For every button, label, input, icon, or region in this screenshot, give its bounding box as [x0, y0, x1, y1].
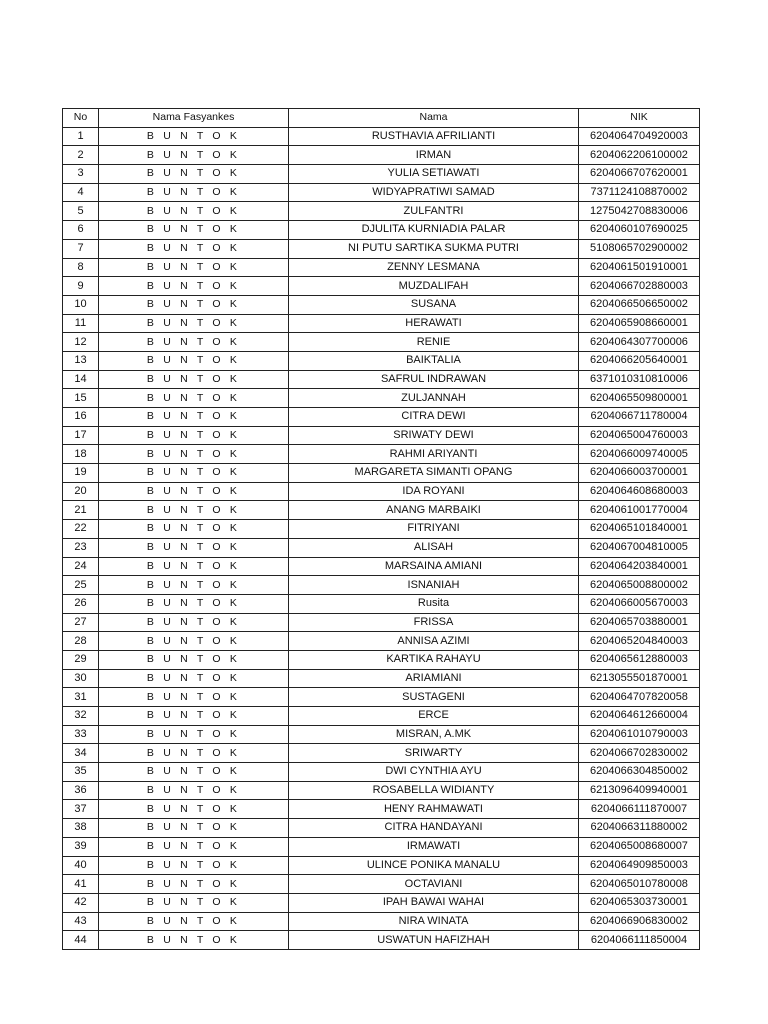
cell-fasyankes: B U N T O K [99, 613, 289, 632]
cell-nama: DJULITA KURNIADIA PALAR [289, 221, 579, 240]
cell-no: 20 [63, 482, 99, 501]
cell-no: 15 [63, 389, 99, 408]
table-row [63, 314, 700, 333]
cell-fasyankes: B U N T O K [99, 893, 289, 912]
table-row [63, 650, 700, 669]
cell-fasyankes: B U N T O K [99, 333, 289, 352]
cell-nama: IDA ROYANI [289, 482, 579, 501]
cell-nama: ISNANIAH [289, 576, 579, 595]
header-nama: Nama [289, 109, 579, 128]
cell-nama: RUSTHAVIA AFRILIANTI [289, 127, 579, 146]
table-row [63, 295, 700, 314]
table-row [63, 370, 700, 389]
cell-no: 27 [63, 613, 99, 632]
cell-nik: 6213055501870001 [579, 669, 700, 688]
cell-no: 9 [63, 277, 99, 296]
cell-nik: 6204065509800001 [579, 389, 700, 408]
cell-fasyankes: B U N T O K [99, 557, 289, 576]
cell-nama: MUZDALIFAH [289, 277, 579, 296]
cell-no: 8 [63, 258, 99, 277]
cell-no: 41 [63, 875, 99, 894]
cell-fasyankes: B U N T O K [99, 875, 289, 894]
cell-nama: ANNISA AZIMI [289, 632, 579, 651]
cell-nama: YULIA SETIAWATI [289, 165, 579, 184]
table-row [63, 482, 700, 501]
table-row [63, 819, 700, 838]
cell-no: 23 [63, 538, 99, 557]
header-no: No [63, 109, 99, 128]
cell-no: 12 [63, 333, 99, 352]
cell-no: 38 [63, 819, 99, 838]
cell-fasyankes: B U N T O K [99, 464, 289, 483]
cell-nik: 6204065303730001 [579, 893, 700, 912]
cell-nama: ALISAH [289, 538, 579, 557]
cell-nik: 6204065008680007 [579, 837, 700, 856]
table-row [63, 333, 700, 352]
cell-no: 29 [63, 650, 99, 669]
table-row [63, 744, 700, 763]
cell-no: 22 [63, 520, 99, 539]
cell-nama: OCTAVIANI [289, 875, 579, 894]
cell-no: 5 [63, 202, 99, 221]
cell-fasyankes: B U N T O K [99, 632, 289, 651]
cell-fasyankes: B U N T O K [99, 744, 289, 763]
table-row [63, 613, 700, 632]
cell-no: 13 [63, 351, 99, 370]
cell-nama: ANANG MARBAIKI [289, 501, 579, 520]
table-row [63, 781, 700, 800]
cell-nik: 6204064307700006 [579, 333, 700, 352]
cell-nik: 6204066009740005 [579, 445, 700, 464]
cell-nik: 6204065101840001 [579, 520, 700, 539]
table-row [63, 725, 700, 744]
cell-fasyankes: B U N T O K [99, 295, 289, 314]
table-row [63, 763, 700, 782]
table-row [63, 127, 700, 146]
cell-fasyankes: B U N T O K [99, 594, 289, 613]
cell-nama: SRIWATY DEWI [289, 426, 579, 445]
table-row [63, 146, 700, 165]
cell-nik: 6204066906830002 [579, 912, 700, 931]
cell-no: 1 [63, 127, 99, 146]
cell-nama: CITRA DEWI [289, 408, 579, 427]
cell-nama: KARTIKA RAHAYU [289, 650, 579, 669]
cell-nama: HERAWATI [289, 314, 579, 333]
cell-fasyankes: B U N T O K [99, 183, 289, 202]
cell-fasyankes: B U N T O K [99, 146, 289, 165]
cell-nik: 6204065908660001 [579, 314, 700, 333]
cell-nik: 6204065010780008 [579, 875, 700, 894]
cell-nik: 6204066506650002 [579, 295, 700, 314]
table-row [63, 669, 700, 688]
cell-nama: IPAH BAWAI WAHAI [289, 893, 579, 912]
cell-nama: ERCE [289, 707, 579, 726]
table-row [63, 632, 700, 651]
cell-fasyankes: B U N T O K [99, 351, 289, 370]
cell-fasyankes: B U N T O K [99, 258, 289, 277]
table-row [63, 408, 700, 427]
cell-nama: SUSTAGENI [289, 688, 579, 707]
cell-nik: 6204061010790003 [579, 725, 700, 744]
table-row [63, 594, 700, 613]
cell-nik: 6204060107690025 [579, 221, 700, 240]
cell-nik: 6213096409940001 [579, 781, 700, 800]
cell-nama: FITRIYANI [289, 520, 579, 539]
cell-no: 10 [63, 295, 99, 314]
cell-nama: ROSABELLA WIDIANTY [289, 781, 579, 800]
cell-fasyankes: B U N T O K [99, 931, 289, 950]
cell-no: 2 [63, 146, 99, 165]
cell-no: 19 [63, 464, 99, 483]
table-row [63, 520, 700, 539]
cell-nama: RENIE [289, 333, 579, 352]
cell-nama: NIRA WINATA [289, 912, 579, 931]
cell-nama: ARIAMIANI [289, 669, 579, 688]
table-row [63, 837, 700, 856]
table-row [63, 426, 700, 445]
cell-nik: 6204065204840003 [579, 632, 700, 651]
cell-no: 34 [63, 744, 99, 763]
table-row [63, 800, 700, 819]
cell-no: 43 [63, 912, 99, 931]
table-row [63, 258, 700, 277]
cell-fasyankes: B U N T O K [99, 725, 289, 744]
cell-nama: ZENNY LESMANA [289, 258, 579, 277]
cell-nik: 6204065612880003 [579, 650, 700, 669]
cell-nik: 6204067004810005 [579, 538, 700, 557]
cell-fasyankes: B U N T O K [99, 781, 289, 800]
cell-nik: 6204061501910001 [579, 258, 700, 277]
cell-no: 35 [63, 763, 99, 782]
cell-no: 44 [63, 931, 99, 950]
cell-fasyankes: B U N T O K [99, 669, 289, 688]
cell-nik: 6204066111870007 [579, 800, 700, 819]
cell-nik: 6204062206100002 [579, 146, 700, 165]
cell-fasyankes: B U N T O K [99, 445, 289, 464]
cell-nik: 6204064704920003 [579, 127, 700, 146]
cell-fasyankes: B U N T O K [99, 520, 289, 539]
table-row [63, 875, 700, 894]
cell-fasyankes: B U N T O K [99, 856, 289, 875]
cell-fasyankes: B U N T O K [99, 127, 289, 146]
cell-nik: 6204066304850002 [579, 763, 700, 782]
table-row [63, 912, 700, 931]
table-row [63, 707, 700, 726]
cell-nama: IRMAN [289, 146, 579, 165]
table-row [63, 893, 700, 912]
cell-nik: 6204066311880002 [579, 819, 700, 838]
table-row [63, 445, 700, 464]
cell-no: 36 [63, 781, 99, 800]
cell-fasyankes: B U N T O K [99, 370, 289, 389]
cell-fasyankes: B U N T O K [99, 239, 289, 258]
cell-nik: 6204064707820058 [579, 688, 700, 707]
cell-nik: 6204066702830002 [579, 744, 700, 763]
cell-fasyankes: B U N T O K [99, 800, 289, 819]
cell-nama: USWATUN HAFIZHAH [289, 931, 579, 950]
cell-nama: RAHMI ARIYANTI [289, 445, 579, 464]
cell-no: 32 [63, 707, 99, 726]
cell-no: 31 [63, 688, 99, 707]
cell-nama: SUSANA [289, 295, 579, 314]
table-row [63, 501, 700, 520]
table-row [63, 576, 700, 595]
cell-fasyankes: B U N T O K [99, 165, 289, 184]
table-row [63, 351, 700, 370]
table-row [63, 538, 700, 557]
table-row [63, 183, 700, 202]
cell-no: 37 [63, 800, 99, 819]
cell-nik: 6204064909850003 [579, 856, 700, 875]
cell-nama: NI PUTU SARTIKA SUKMA PUTRI [289, 239, 579, 258]
cell-nik: 6204061001770004 [579, 501, 700, 520]
cell-nama: Rusita [289, 594, 579, 613]
cell-fasyankes: B U N T O K [99, 277, 289, 296]
cell-no: 17 [63, 426, 99, 445]
table-row [63, 557, 700, 576]
table-row [63, 856, 700, 875]
data-table [62, 108, 700, 950]
header-nik: NIK [579, 109, 700, 128]
cell-no: 11 [63, 314, 99, 333]
cell-nik: 1275042708830006 [579, 202, 700, 221]
table-row [63, 464, 700, 483]
cell-no: 25 [63, 576, 99, 595]
cell-nik: 6204066711780004 [579, 408, 700, 427]
cell-fasyankes: B U N T O K [99, 688, 289, 707]
cell-nama: ULINCE PONIKA MANALU [289, 856, 579, 875]
cell-nik: 6204064612660004 [579, 707, 700, 726]
table-row [63, 202, 700, 221]
cell-nama: FRISSA [289, 613, 579, 632]
document-page [62, 108, 700, 950]
table-row [63, 389, 700, 408]
cell-nik: 6204066702880003 [579, 277, 700, 296]
cell-no: 7 [63, 239, 99, 258]
cell-fasyankes: B U N T O K [99, 408, 289, 427]
table-header-row [63, 109, 700, 128]
cell-fasyankes: B U N T O K [99, 912, 289, 931]
table-row [63, 221, 700, 240]
cell-nik: 6204066205640001 [579, 351, 700, 370]
cell-nik: 5108065702900002 [579, 239, 700, 258]
cell-nama: BAIKTALIA [289, 351, 579, 370]
cell-fasyankes: B U N T O K [99, 314, 289, 333]
cell-nama: MARSAINA AMIANI [289, 557, 579, 576]
cell-fasyankes: B U N T O K [99, 538, 289, 557]
cell-nama: CITRA HANDAYANI [289, 819, 579, 838]
cell-nik: 6204066111850004 [579, 931, 700, 950]
table-body [63, 127, 700, 949]
cell-no: 14 [63, 370, 99, 389]
cell-fasyankes: B U N T O K [99, 426, 289, 445]
cell-nama: ZULFANTRI [289, 202, 579, 221]
cell-fasyankes: B U N T O K [99, 202, 289, 221]
cell-no: 16 [63, 408, 99, 427]
cell-no: 39 [63, 837, 99, 856]
cell-nik: 6204064203840001 [579, 557, 700, 576]
cell-nik: 6204066003700001 [579, 464, 700, 483]
cell-nik: 6371010310810006 [579, 370, 700, 389]
cell-no: 42 [63, 893, 99, 912]
cell-nik: 6204065703880001 [579, 613, 700, 632]
cell-no: 18 [63, 445, 99, 464]
cell-no: 33 [63, 725, 99, 744]
cell-no: 3 [63, 165, 99, 184]
cell-fasyankes: B U N T O K [99, 576, 289, 595]
cell-no: 6 [63, 221, 99, 240]
cell-nik: 6204064608680003 [579, 482, 700, 501]
cell-nama: ZULJANNAH [289, 389, 579, 408]
cell-fasyankes: B U N T O K [99, 650, 289, 669]
cell-nama: MARGARETA SIMANTI OPANG [289, 464, 579, 483]
table-row [63, 277, 700, 296]
cell-nik: 7371124108870002 [579, 183, 700, 202]
cell-nama: WIDYAPRATIWI SAMAD [289, 183, 579, 202]
table-row [63, 239, 700, 258]
header-nama-fasyankes: Nama Fasyankes [99, 109, 289, 128]
table-row [63, 165, 700, 184]
cell-nik: 6204065004760003 [579, 426, 700, 445]
cell-nama: IRMAWATI [289, 837, 579, 856]
cell-nik: 6204065008800002 [579, 576, 700, 595]
table-row [63, 688, 700, 707]
cell-nik: 6204066005670003 [579, 594, 700, 613]
cell-fasyankes: B U N T O K [99, 482, 289, 501]
cell-no: 28 [63, 632, 99, 651]
cell-fasyankes: B U N T O K [99, 501, 289, 520]
cell-fasyankes: B U N T O K [99, 763, 289, 782]
cell-no: 21 [63, 501, 99, 520]
cell-nama: DWI CYNTHIA AYU [289, 763, 579, 782]
cell-nama: SAFRUL INDRAWAN [289, 370, 579, 389]
cell-fasyankes: B U N T O K [99, 819, 289, 838]
cell-nama: MISRAN, A.MK [289, 725, 579, 744]
cell-no: 30 [63, 669, 99, 688]
cell-no: 24 [63, 557, 99, 576]
cell-nik: 6204066707620001 [579, 165, 700, 184]
cell-fasyankes: B U N T O K [99, 837, 289, 856]
cell-no: 26 [63, 594, 99, 613]
cell-fasyankes: B U N T O K [99, 221, 289, 240]
cell-fasyankes: B U N T O K [99, 707, 289, 726]
cell-no: 40 [63, 856, 99, 875]
cell-no: 4 [63, 183, 99, 202]
cell-nama: SRIWARTY [289, 744, 579, 763]
table-row [63, 931, 700, 950]
cell-fasyankes: B U N T O K [99, 389, 289, 408]
cell-nama: HENY RAHMAWATI [289, 800, 579, 819]
